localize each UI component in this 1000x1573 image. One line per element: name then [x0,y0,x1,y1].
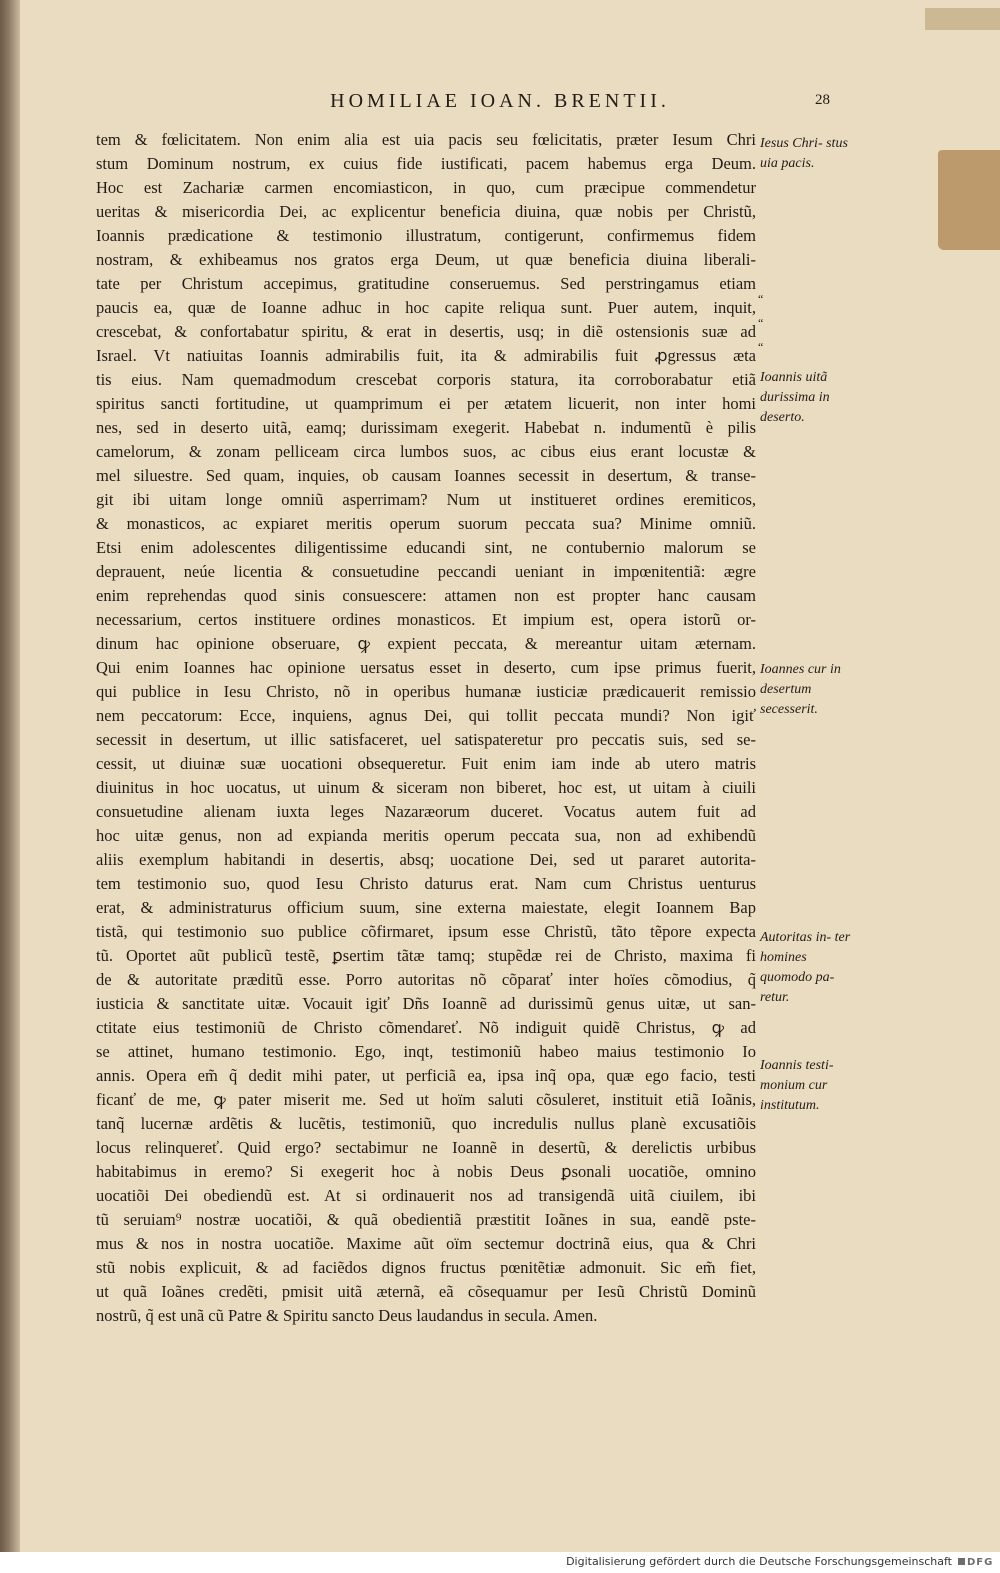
text-line: nem peccatorum: Ecce, inquiens, agnus Dei, qui tollit peccata mundi? Non igiť [96,706,756,725]
body-text [96,128,756,1328]
text-line: iusticia & sanctitate uitæ. Vocauit igiť Dñs Ioannẽ ad durissimũ genus uitæ, ut san- [96,994,756,1013]
text-line: paucis ea, quæ de Ioanne adhuc in hoc capite reliqua sunt. Puer autem, inquit, [96,298,756,317]
marginal-note: Ioannes cur in desertum secesserit. [760,662,841,717]
text-line: Ioannis prædicatione & testimonio illustratum, contigerunt, confirmemus fidem [96,226,756,245]
text-line: dinum hac opinione obseruare, ꝙ expient peccata, & mereantur uitam æternam. [96,634,756,653]
text-line: mus & nos in nostra uocatiõe. Maxime aũt oïm sectemur doctrinã eius, qua & Chri [96,1234,756,1253]
text-line: secessit in desertum, ut illic satisfaceret, uel satispateretur pro peccatis suis, sed se- [96,730,756,749]
text-line: uocatiõi Dei obediendũ est. At si ordinauerit nos ad transigendã uitã ciuilem, ibi [96,1186,756,1205]
text-line: ueritas & misericordia Dei, ac explicentur beneficia diuina, quæ nobis per Christũ, [96,202,756,221]
text-line: qui publice in Iesu Christo, nõ in operibus humanæ iusticiæ prædicauerit remissio [96,682,756,701]
marginal-note: Ioannis testi- monium cur institutum. [760,1058,834,1113]
text-line: ut quã Ioãnes credẽti, pmisit uitã æternã, eã cõsequamur per Iesũ Christũ Dominũ [96,1282,756,1301]
text-line: & monasticos, ac expiaret meritis operum suorum peccata sua? Minime omniũ. [96,514,756,533]
text-line: diuinitus in hoc uocatus, ut uinum & siceram non biberet, hoc est, ut uitam à ciuili [96,778,756,797]
text-line: stũ nobis explicuit, & ad faciẽdos dignos fructus pœnitẽtiæ admonuit. Sic em̃ fiet, [96,1258,756,1277]
text-line: mel siluestre. Sed quam, inquies, ob causam Ioannes secessit in desertum, & transe- [96,466,756,485]
dfg-logo-text: DFG [967,1557,994,1568]
text-line: tũ seruiam⁹ nostræ uocatiõi, & quã obedientiã præstitit Ioãnes in sua, eandẽ pste- [96,1210,756,1229]
text-line: Etsi enim adolescentes diligentissime educandi sint, ne contubernio malorum se [96,538,756,557]
text-line: tem & fœlicitatem. Non enim alia est uia pacis seu fœlicitatis, præter Iesum Chri [96,130,756,149]
quote-mark: “ [758,292,764,306]
quote-mark: “ [758,340,764,354]
marginal-note: Iesus Chri- stus uia pacis. [760,136,848,171]
text-line: hoc uitæ genus, non ad expianda meritis operum peccata sua, non ad exhibendũ [96,826,756,845]
text-line: de & autoritate præditũ esse. Porro autoritas nõ cõparať inter hoïes cõmodius, q̃ [96,970,756,989]
text-line: stum Dominum nostrum, ex cuius fide iustificati, pacem habemus erga Deum. [96,154,756,173]
page-gutter [0,0,20,1573]
paper-stain [938,150,1000,250]
text-line: git ibi uitam longe omniũ asperrimam? Num ut institueret ordines eremiticos, [96,490,756,509]
text-line: Israel. Vt natiuitas Ioannis admirabilis fuit, ita & admirabilis fuit ꝓgressus æta [96,346,756,365]
text-line: tanq̃ lucernæ ardẽtis & lucẽtis, testimoniũ, quo incredulis nullus planè excusatiõis [96,1114,756,1133]
funding-credit: Digitalisierung gefördert durch die Deutsche Forschungsgemeinschaft [566,1555,952,1568]
dfg-logo [958,1555,994,1570]
text-line: deprauent, neúe licentia & consuetudine peccandi ueniant in impœnitentiã: ægre [96,562,756,581]
text-line: tistã, qui testimonio suo publice cõfirmaret, ipsum esse Christũ, tãto tẽpore expecta [96,922,756,941]
text-line: ctitate eius testimoniũ de Christo cõmendareť. Nõ indiguit quidẽ Christus, ꝙ ad [96,1018,756,1037]
text-line: Hoc est Zachariæ carmen encomiasticon, in quo, cum præcipue commendetur [96,178,756,197]
text-line: annis. Opera em̃ q̃ dedit mihi pater, ut perficiã ea, ipsa inq̃ opa, quæ ego facio, testi [96,1066,756,1085]
text-line: tem testimonio suo, quod Iesu Christo daturus erat. Nam cum Christus uenturus [96,874,756,893]
marginal-note: Ioannis uitã durissima in deserto. [760,370,830,425]
text-line: locus relinquereť. Quid ergo? sectabimur ne Ioannẽ in desertũ, & derelictis urbibus [96,1138,756,1157]
page-number: 28 [815,92,830,108]
text-line: se attinet, humano testimonio. Ego, inqt, testimoniũ habeo maius testimonio Io [96,1042,756,1061]
text-line: necessarium, certos instituere ordines monasticos. Et impium est, opera istorũ or- [96,610,756,629]
footer-bar [0,1552,1000,1573]
text-line: enim reprehendas quod sinis consuescere: attamen non est propter hanc causam [96,586,756,605]
text-line: nostrũ, q̃ est unã cũ Patre & Spiritu sancto Deus laudandus in secula. Amen. [96,1306,598,1325]
quote-mark: “ [758,316,764,330]
text-line: Qui enim Ioannes hac opinione uersatus esset in deserto, cum ipse primus fuerit, [96,658,756,677]
text-line: crescebat, & confortabatur spiritu, & erat in desertis, usq; in diẽ ostensionis suæ ad [96,322,756,341]
marginal-note: Autoritas in- ter homines quomodo pa- retur. [760,930,851,1005]
text-line: tis eius. Nam quemadmodum crescebat corporis statura, ita corroborabatur etiã [96,370,756,389]
paper-stain-top [925,8,1000,30]
text-line: camelorum, & zonam pelliceam circa lumbos suos, ac cibus eius erant locustæ & [96,442,756,461]
text-line: erat, & administraturus officium suum, sine externa maiestate, elegit Ioannem Bap [96,898,756,917]
text-line: ficanť de me, ꝙ pater miserit me. Sed ut hoïm saluti cõsuleret, instituit etiã Ioãnis, [96,1090,756,1109]
text-line: cessit, ut diuinæ suæ uocationi obsequeretur. Fuit enim iam inde ab utero matris [96,754,756,773]
text-line: spiritus sancti fortitudine, ut quamprimum ei per ætatem licuerit, non inter homi [96,394,756,413]
text-line: tũ. Oportet aũt publicũ testẽ, ꝑsertim tãtæ tamq; stupẽdæ rei de Christo, maxima fi [96,946,756,965]
text-line: aliis exemplum habitandi in desertis, absq; uocatione Dei, sed ut pararet autorita- [96,850,756,869]
text-line: nes, sed in deserto uitã, eamq; durissimam exegerit. Habebat n. indumentũ è pilis [96,418,756,437]
running-head: HOMILIAE IOAN. BRENTII. [330,90,670,112]
text-line: consuetudine alienam iuxta leges Nazaræorum duceret. Vocatus autem fuit ad [96,802,756,821]
text-line: nostram, & exhibeamus nos gratos erga Deum, ut quæ beneficia diuina liberali- [96,250,756,269]
text-line: habitabimus in eremo? Si exegerit hoc à nobis Deus ꝑsonali uocatiõe, omnino [96,1162,756,1181]
text-line: tate per Christum accepimus, gratitudine conseruemus. Sed perstringamus etiam [96,274,756,293]
